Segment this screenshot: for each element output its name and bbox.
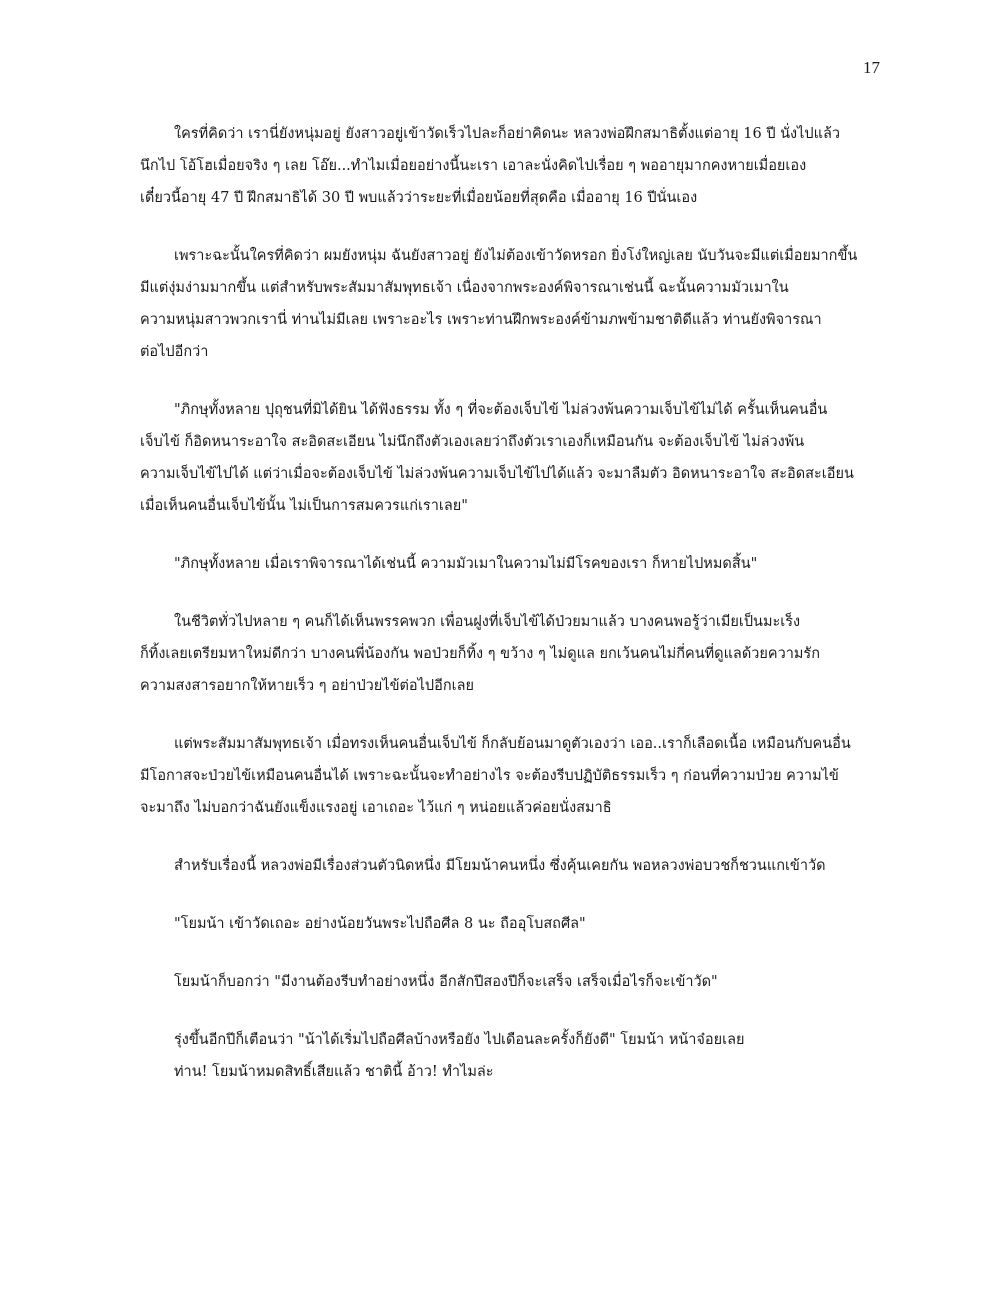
text-line: ก็ทิ้งเลยเตรียมหาใหม่ดีกว่า บางคนพี่น้องกัน พอป่วยก็ทิ้ง ๆ ขว้าง ๆ ไม่ดูแล ยกเว้นคนไม่กี่คนที่ดูแลด้วยความรัก [140,646,820,662]
paragraph-1 [140,118,880,214]
paragraph-10 [140,1024,880,1088]
text-line: "ภิกษุทั้งหลาย เมื่อเราพิจารณาได้เช่นนี้ ความมัวเมาในความไม่มีโรคของเรา ก็หายไปหมดสิ้น" [174,556,758,572]
text-line: ความสงสารอยากให้หายเร็ว ๆ อย่าป่วยไข้ต่อไปอีกเลย [140,678,474,694]
text-line: จะมาถึง ไม่บอกว่าฉันยังแข็งแรงอยู่ เอาเถอะ ไว้แก่ ๆ หน่อยแล้วค่อยนั่งสมาธิ [140,800,612,816]
text-line: ใครที่คิดว่า เรานี่ยังหนุ่มอยู่ ยังสาวอยู่เข้าวัดเร็วไปละก็อย่าคิดนะ หลวงพ่อฝึกสมาธิตั้งแต่อายุ 16 ปี นั่งไปแล้ว [174,126,841,142]
text-line: เจ็บไข้ ก็อิดหนาระอาใจ สะอิดสะเอียน ไม่นึกถึงตัวเองเลยว่าถึงตัวเราเองก็เหมือนกัน จะต้องเจ็บไข้ ไม่ล่วงพ้น [140,434,805,450]
paragraph-2 [140,240,880,368]
text-line: "โยมน้า เข้าวัดเถอะ อย่างน้อยวันพระไปถือศีล 8 นะ ถืออุโบสถศีล" [174,916,586,932]
paragraph-3 [140,394,880,522]
text-line: มีแต่งุ่มง่ามมากขึ้น แต่สำหรับพระสัมมาสัมพุทธเจ้า เนื่องจากพระองค์พิจารณาเช่นนี้ ฉะนั้นความมัวเมาใน [140,280,789,296]
paragraph-6 [140,728,880,824]
paragraph-8 [140,908,880,940]
paragraph-4 [140,548,880,580]
page-number: 17 [863,58,880,77]
text-line: ความหนุ่มสาวพวกเรานี่ ท่านไม่มีเลย เพราะอะไร เพราะท่านฝึกพระองค์ข้ามภพข้ามชาติดีแล้ว ท่านยังพิจารณา [140,312,822,328]
text-line: ท่าน! โยมน้าหมดสิทธิ์เสียแล้ว ชาตินี้ อ้าว! ทำไมล่ะ [174,1064,494,1080]
text-line: ในชีวิตทั่วไปหลาย ๆ คนก็ได้เห็นพรรคพวก เพื่อนฝูงที่เจ็บไข้ได้ป่วยมาแล้ว บางคนพอรู้ว่าเมียเป็นมะเร็ง [174,614,801,630]
document-body [140,118,880,1088]
text-line: มีโอกาสจะป่วยไข้เหมือนคนอื่นได้ เพราะฉะนั้นจะทำอย่างไร จะต้องรีบปฏิบัติธรรมเร็ว ๆ ก่อนที่ความป่วย ความไข้ [140,768,839,784]
paragraph-5 [140,606,880,702]
text-line: นึกไป โอ้โฮเมื่อยจริง ๆ เลย โอ๊ย...ทำไมเมื่อยอย่างนี้นะเรา เอาละนั่งคิดไปเรื่อย ๆ พออายุมากคงหายเมื่อยเอง [140,158,807,174]
text-line: ต่อไปอีกว่า [140,344,209,360]
paragraph-9 [140,966,880,998]
text-line: สำหรับเรื่องนี้ หลวงพ่อมีเรื่องส่วนตัวนิดหนึ่ง มีโยมน้าคนหนึ่ง ซึ่งคุ้นเคยกัน พอหลวงพ่อบวชก็ชวนแกเข้าวัด [174,858,826,874]
text-line: เดี๋ยวนี้อายุ 47 ปี ฝึกสมาธิได้ 30 ปี พบแล้วว่าระยะที่เมื่อยน้อยที่สุดคือ เมื่ออายุ 16 ปีนั่นเอง [140,190,698,206]
text-line: แต่พระสัมมาสัมพุทธเจ้า เมื่อทรงเห็นคนอื่นเจ็บไข้ ก็กลับย้อนมาดูตัวเองว่า เออ..เราก็เลือดเนื้อ เหมือนกับคนอื่น [174,736,851,752]
text-line: เมื่อเห็นคนอื่นเจ็บไข้นั้น ไม่เป็นการสมควรแก่เราเลย" [140,498,468,514]
text-line: ความเจ็บไข้ไปได้ แต่ว่าเมื่อจะต้องเจ็บไข้ ไม่ล่วงพ้นความเจ็บไข้ไปได้แล้ว จะมาลืมตัว อิดหนาระอาใจ สะอิดสะเอียน [140,466,854,482]
text-line: เพราะฉะนั้นใครที่คิดว่า ผมยังหนุ่ม ฉันยังสาวอยู่ ยังไม่ต้องเข้าวัดหรอก ยิ่งโง่ใหญ่เลย นับวันจะมีแต่เมื่อยมากขึ้น [174,248,858,264]
text-line: "ภิกษุทั้งหลาย ปุถุชนที่มิได้ยิน ได้ฟังธรรม ทั้ง ๆ ที่จะต้องเจ็บไข้ ไม่ล่วงพ้นความเจ็บไข้ไม่ได้ ครั้นเห็นคนอื่น [174,402,828,418]
text-line: รุ่งขึ้นอีกปีก็เตือนว่า "น้าได้เริ่มไปถือศีลบ้างหรือยัง ไปเดือนละครั้งก็ยังดี" โยมน้า หน้าจ๋อยเลย [174,1032,745,1048]
paragraph-7 [140,850,880,882]
text-line: โยมน้าก็บอกว่า "มีงานต้องรีบทำอย่างหนึ่ง อีกสักปีสองปีก็จะเสร็จ เสร็จเมื่อไรก็จะเข้าวัด" [174,974,718,990]
